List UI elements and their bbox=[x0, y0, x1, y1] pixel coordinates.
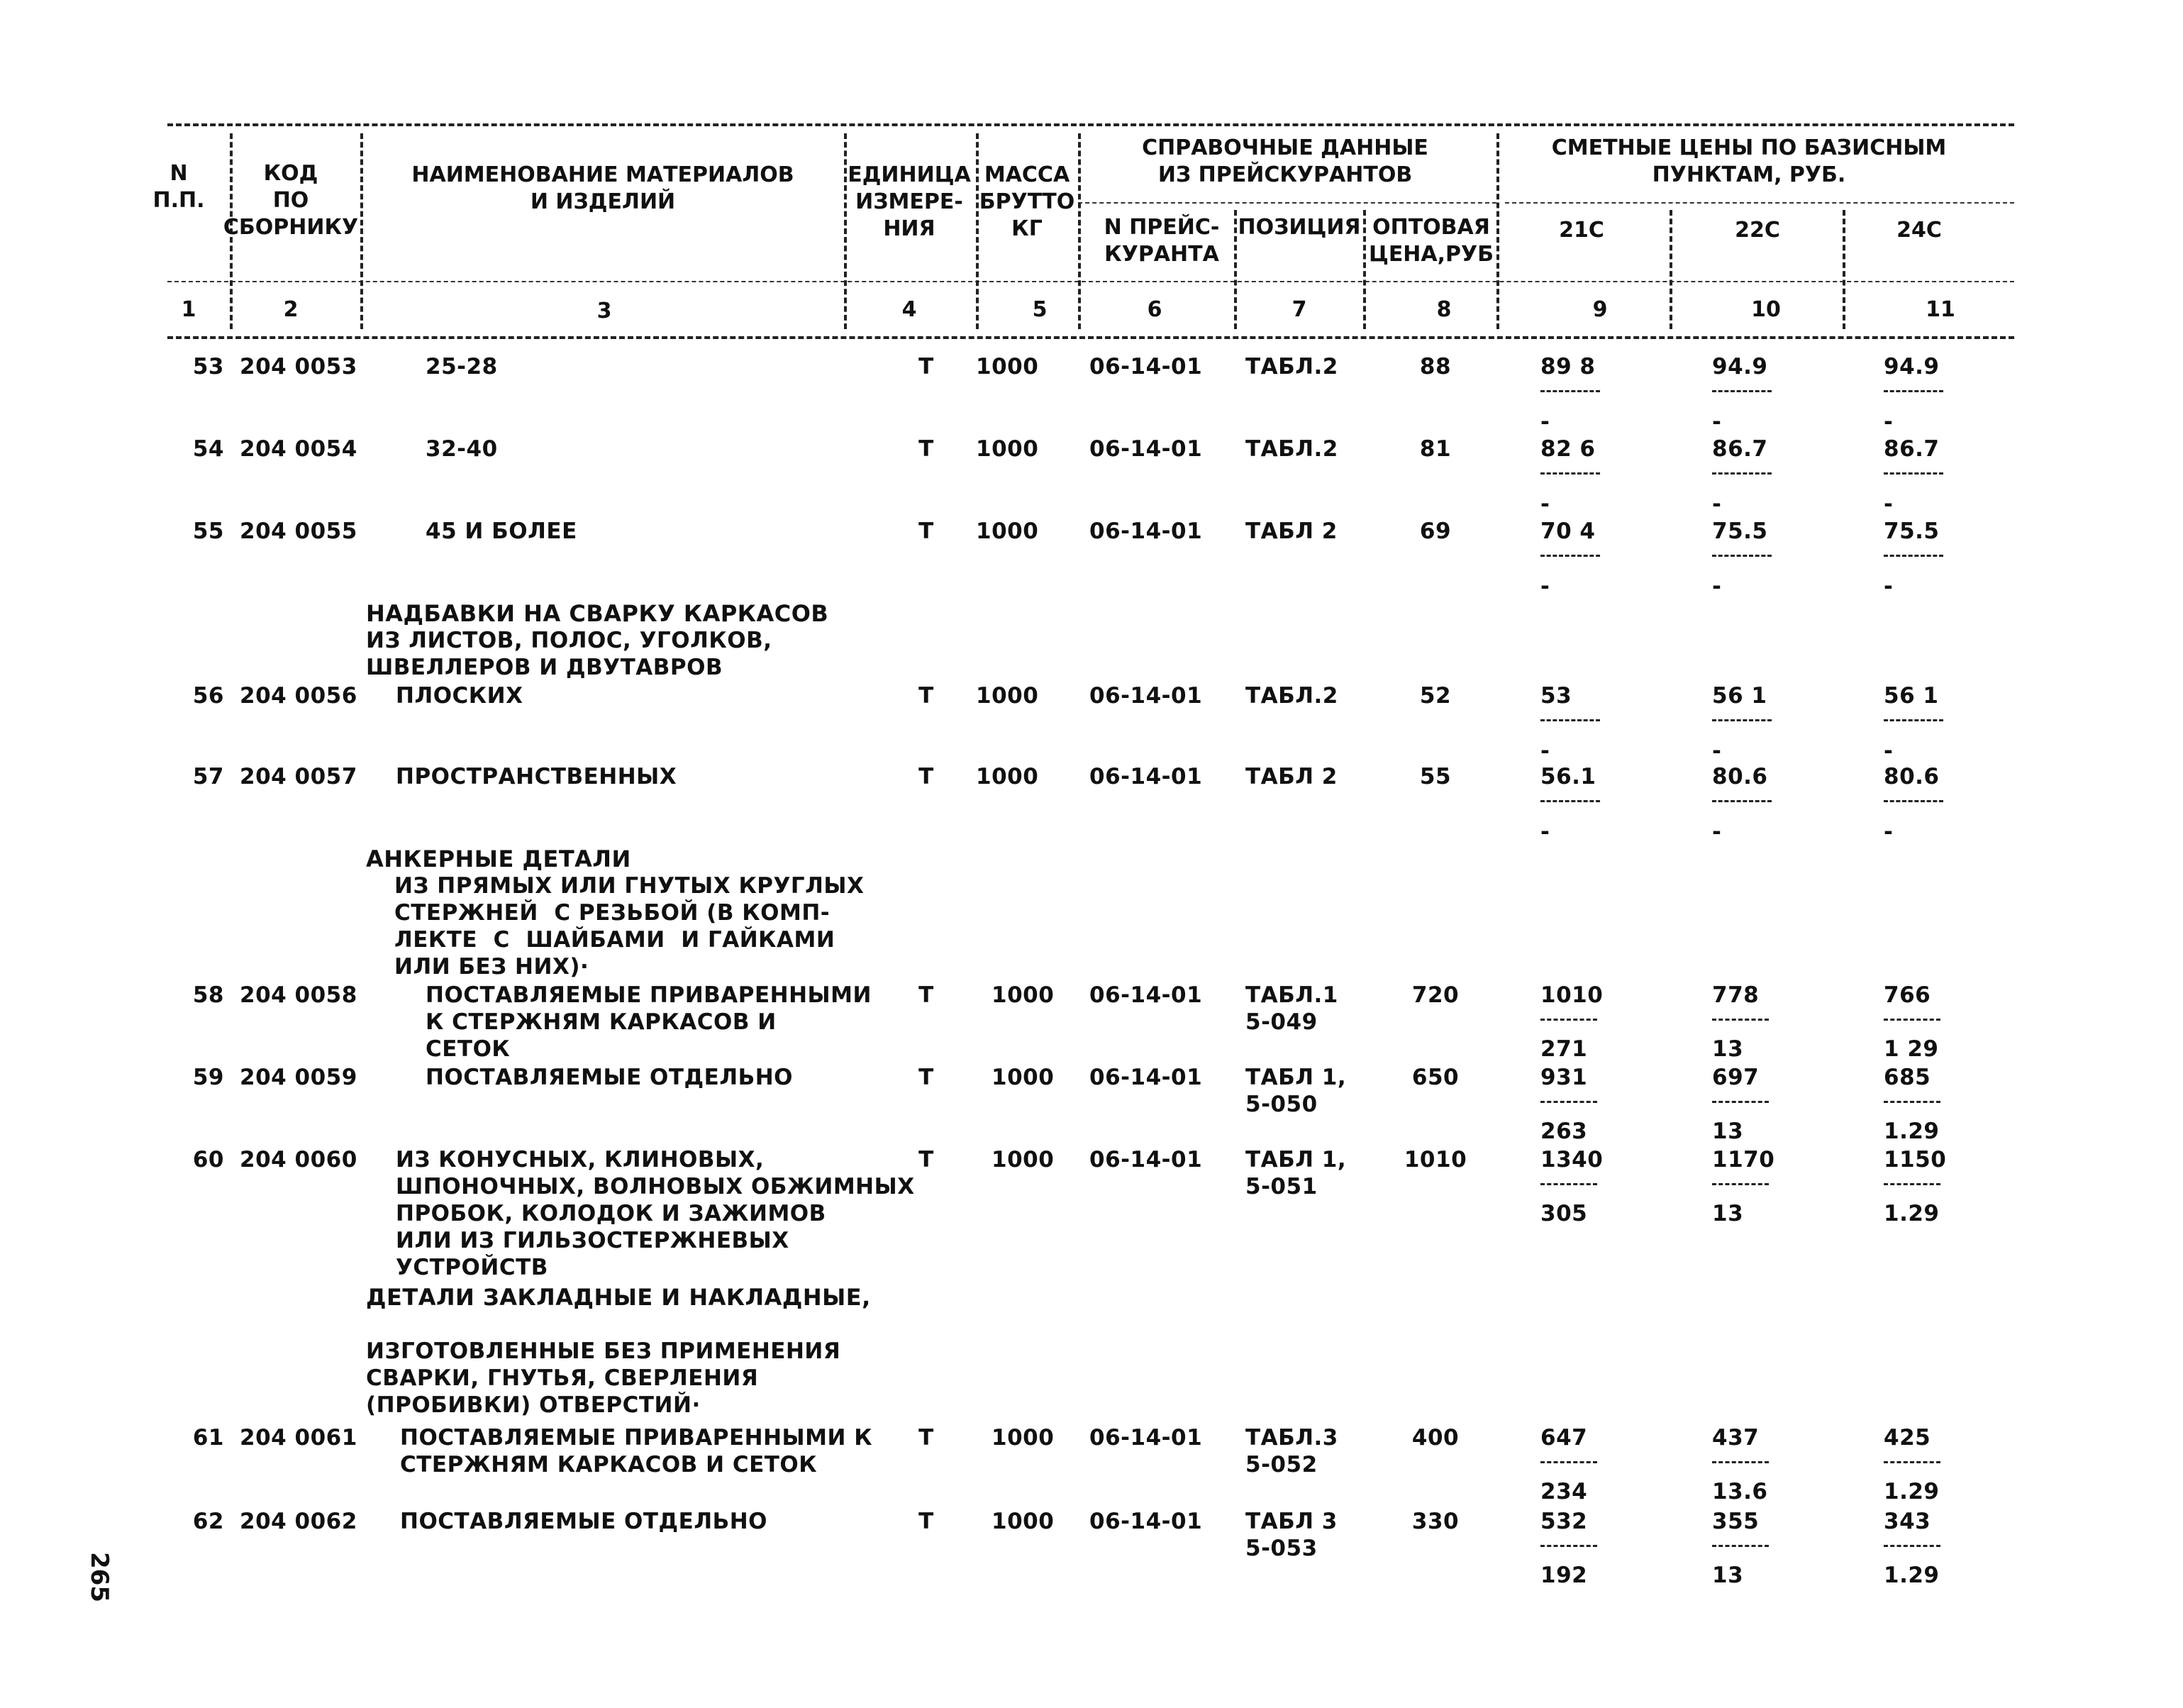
row-pricelist: 06-14-01 bbox=[1089, 436, 1203, 462]
col-sep-4 bbox=[976, 133, 979, 329]
fraction-line bbox=[1712, 472, 1772, 475]
col-number-4: 4 bbox=[901, 297, 917, 322]
row-pricelist: 06-14-01 bbox=[1089, 1065, 1203, 1090]
row-wholesale-price: 81 bbox=[1419, 436, 1452, 462]
fraction-line bbox=[1540, 555, 1600, 557]
row-position: ТАБЛ.2 bbox=[1245, 436, 1338, 462]
row-position: ТАБЛ.2 bbox=[1245, 354, 1338, 379]
fraction-line bbox=[1540, 1183, 1597, 1185]
row-lower-24c: 1.29 bbox=[1884, 1201, 1940, 1226]
fraction-line bbox=[1712, 800, 1772, 802]
fraction-line bbox=[1540, 1461, 1597, 1463]
header-price-group: СМЕТНЫЕ ЦЕНЫ ПО БАЗИСНЫМ ПУНКТАМ, РУБ. bbox=[1551, 135, 1947, 187]
row-lower-21c: 234 bbox=[1540, 1479, 1588, 1504]
col-sep-2 bbox=[360, 133, 363, 329]
row-name: 45 И БОЛЕЕ bbox=[426, 518, 577, 544]
header-ref-group: СПРАВОЧНЫЕ ДАННЫЕ ИЗ ПРЕЙСКУРАНТОВ bbox=[1142, 135, 1428, 187]
row-wholesale-price: 55 bbox=[1419, 764, 1452, 789]
row-price-22c: 94.9 bbox=[1712, 354, 1768, 379]
row-code: 204 0056 bbox=[240, 683, 357, 709]
row-price-21c: 82 6 bbox=[1540, 436, 1596, 462]
row-lower-21c: - bbox=[1540, 409, 1550, 435]
header-sub-rule-price bbox=[1505, 202, 2014, 204]
col-number-10: 10 bbox=[1751, 297, 1781, 322]
row-unit: Т bbox=[918, 1509, 934, 1534]
fraction-line bbox=[1884, 555, 1943, 557]
row-pricelist: 06-14-01 bbox=[1089, 1425, 1203, 1451]
row-pricelist: 06-14-01 bbox=[1089, 354, 1203, 379]
row-lower-21c: - bbox=[1540, 819, 1550, 845]
row-lower-22c: - bbox=[1712, 819, 1722, 845]
fraction-line bbox=[1884, 1461, 1940, 1463]
row-lower-22c: - bbox=[1712, 574, 1722, 599]
row-wholesale-price: 69 bbox=[1419, 518, 1452, 544]
section-title-welding: НАДБАВКИ НА СВАРКУ КАРКАСОВ bbox=[366, 600, 829, 627]
row-name: 32-40 bbox=[426, 436, 498, 462]
row-code: 204 0060 bbox=[240, 1147, 357, 1172]
row-code: 204 0062 bbox=[240, 1509, 357, 1534]
row-unit: Т bbox=[918, 764, 934, 789]
fraction-line bbox=[1884, 472, 1943, 475]
col-sep-8 bbox=[1496, 133, 1499, 329]
row-lower-22c: 13.6 bbox=[1712, 1479, 1768, 1504]
fraction-line bbox=[1540, 1545, 1597, 1547]
col-sep-3 bbox=[844, 133, 847, 329]
row-name: ПЛОСКИХ bbox=[396, 683, 523, 709]
row-mass: 1000 bbox=[991, 1425, 1055, 1451]
row-number: 60 bbox=[192, 1147, 224, 1172]
row-mass: 1000 bbox=[976, 436, 1039, 462]
row-position: ТАБЛ 1, 5-050 bbox=[1245, 1065, 1347, 1117]
row-price-21c: 647 bbox=[1540, 1425, 1588, 1451]
col-number-7: 7 bbox=[1292, 297, 1307, 322]
row-code: 204 0054 bbox=[240, 436, 357, 462]
row-price-22c: 355 bbox=[1712, 1509, 1760, 1534]
row-pricelist: 06-14-01 bbox=[1089, 683, 1203, 709]
fraction-line bbox=[1540, 719, 1600, 721]
section-title-anchor: АНКЕРНЫЕ ДЕТАЛИ bbox=[366, 845, 631, 872]
fraction-line bbox=[1712, 390, 1772, 392]
row-unit: Т bbox=[918, 1065, 934, 1090]
row-mass: 1000 bbox=[976, 354, 1039, 379]
fraction-line bbox=[1884, 1101, 1940, 1103]
row-lower-22c: 13 bbox=[1712, 1563, 1744, 1588]
row-unit: Т bbox=[918, 1425, 934, 1451]
row-price-21c: 53 bbox=[1540, 683, 1572, 709]
row-price-24c: 75.5 bbox=[1884, 518, 1940, 544]
page-number: 265 bbox=[85, 1552, 113, 1602]
row-lower-24c: 1.29 bbox=[1884, 1119, 1940, 1144]
row-price-21c: 931 bbox=[1540, 1065, 1588, 1090]
row-price-21c: 70 4 bbox=[1540, 518, 1596, 544]
row-name: ПОСТАВЛЯЕМЫЕ ОТДЕЛЬНО bbox=[400, 1509, 768, 1534]
fraction-line bbox=[1540, 800, 1600, 802]
fraction-line bbox=[1712, 1019, 1769, 1021]
row-lower-22c: 13 bbox=[1712, 1201, 1744, 1226]
col-number-3: 3 bbox=[596, 299, 612, 323]
row-code: 204 0057 bbox=[240, 764, 357, 789]
row-lower-24c: - bbox=[1884, 574, 1894, 599]
col-sep-9 bbox=[1670, 210, 1672, 329]
row-name: ИЗ КОНУСНЫХ, КЛИНОВЫХ, ШПОНОЧНЫХ, ВОЛНОВЫХ ОБЖИМНЫХ ПРОБОК, КОЛОДОК И ЗАЖИМОВ ИЛИ ИЗ ГИЛЬЗОСТЕРЖНЕВЫХ УСТРОЙСТВ bbox=[396, 1147, 915, 1280]
header-sub-rule-ref bbox=[1078, 202, 1496, 204]
fraction-line bbox=[1540, 390, 1600, 392]
row-code: 204 0055 bbox=[240, 518, 357, 544]
row-price-22c: 697 bbox=[1712, 1065, 1760, 1090]
row-position: ТАБЛ.1 5-049 bbox=[1245, 982, 1338, 1035]
row-wholesale-price: 650 bbox=[1411, 1065, 1460, 1090]
row-code: 204 0053 bbox=[240, 354, 357, 379]
row-price-24c: 766 bbox=[1884, 982, 1931, 1008]
row-code: 204 0058 bbox=[240, 982, 357, 1008]
row-name: 25-28 bbox=[426, 354, 498, 379]
col-number-5: 5 bbox=[1032, 297, 1048, 322]
row-name: ПОСТАВЛЯЕМЫЕ ПРИВАРЕННЫМИ К СТЕРЖНЯМ КАРКАСОВ И СЕТОК bbox=[426, 982, 872, 1062]
fraction-line bbox=[1884, 1545, 1940, 1547]
fraction-line bbox=[1884, 719, 1943, 721]
row-mass: 1000 bbox=[991, 1065, 1055, 1090]
row-mass: 1000 bbox=[976, 764, 1039, 789]
row-price-22c: 86.7 bbox=[1712, 436, 1768, 462]
row-mass: 1000 bbox=[991, 1509, 1055, 1534]
row-price-21c: 56.1 bbox=[1540, 764, 1596, 789]
row-lower-21c: - bbox=[1540, 738, 1550, 764]
row-lower-22c: 13 bbox=[1712, 1119, 1744, 1144]
row-price-24c: 94.9 bbox=[1884, 354, 1940, 379]
row-lower-21c: 271 bbox=[1540, 1036, 1588, 1062]
header-col-24c: 24С bbox=[1896, 218, 1942, 243]
section-subtitle-embedded: ИЗГОТОВЛЕННЫЕ БЕЗ ПРИМЕНЕНИЯ СВАРКИ, ГНУТЬЯ, СВЕРЛЕНИЯ (ПРОБИВКИ) ОТВЕРСТИЙ· bbox=[366, 1338, 841, 1418]
col-sep-10 bbox=[1843, 210, 1845, 329]
fraction-line bbox=[1540, 1101, 1597, 1103]
row-name: ПРОСТРАНСТВЕННЫХ bbox=[396, 764, 677, 789]
col-number-1: 1 bbox=[181, 297, 196, 322]
fraction-line bbox=[1712, 1101, 1769, 1103]
row-wholesale-price: 400 bbox=[1411, 1425, 1460, 1451]
row-pricelist: 06-14-01 bbox=[1089, 764, 1203, 789]
col-number-8: 8 bbox=[1436, 297, 1452, 322]
row-price-21c: 532 bbox=[1540, 1509, 1588, 1534]
row-lower-22c: - bbox=[1712, 738, 1722, 764]
header-col-unit: ЕДИНИЦА ИЗМЕРЕ- НИЯ bbox=[848, 162, 971, 241]
row-position: ТАБЛ 2 bbox=[1245, 764, 1338, 789]
row-price-24c: 1150 bbox=[1884, 1147, 1947, 1172]
fraction-line bbox=[1884, 800, 1943, 802]
row-unit: Т bbox=[918, 436, 934, 462]
row-number: 61 bbox=[192, 1425, 224, 1451]
row-price-24c: 343 bbox=[1884, 1509, 1931, 1534]
section-subtitle-anchor: ИЗ ПРЯМЫХ ИЛИ ГНУТЫХ КРУГЛЫХ СТЕРЖНЕЙ С РЕЗЬБОЙ (В КОМП- ЛЕКТЕ С ШАЙБАМИ И ГАЙКАМИ ИЛИ БЕЗ НИХ)· bbox=[394, 873, 865, 980]
row-code: 204 0061 bbox=[240, 1425, 357, 1451]
row-price-21c: 1340 bbox=[1540, 1147, 1604, 1172]
row-wholesale-price: 88 bbox=[1419, 354, 1452, 379]
row-mass: 1000 bbox=[976, 683, 1039, 709]
row-lower-21c: 305 bbox=[1540, 1201, 1588, 1226]
header-number-rule bbox=[167, 336, 2014, 339]
col-number-2: 2 bbox=[283, 297, 299, 322]
fraction-line bbox=[1884, 390, 1943, 392]
row-price-22c: 80.6 bbox=[1712, 764, 1768, 789]
fraction-line bbox=[1712, 1461, 1769, 1463]
row-unit: Т bbox=[918, 1147, 934, 1172]
col-number-9: 9 bbox=[1592, 297, 1608, 322]
row-name: ПОСТАВЛЯЕМЫЕ ПРИВАРЕННЫМИ К СТЕРЖНЯМ КАРКАСОВ И СЕТОК bbox=[400, 1425, 873, 1477]
row-mass: 1000 bbox=[976, 518, 1039, 544]
row-lower-22c: - bbox=[1712, 409, 1722, 435]
row-lower-21c: 192 bbox=[1540, 1563, 1588, 1588]
row-pricelist: 06-14-01 bbox=[1089, 982, 1203, 1008]
row-unit: Т bbox=[918, 354, 934, 379]
row-unit: Т bbox=[918, 518, 934, 544]
row-lower-24c: - bbox=[1884, 738, 1894, 764]
row-wholesale-price: 1010 bbox=[1404, 1147, 1467, 1172]
header-col-22c: 22С bbox=[1735, 218, 1780, 243]
row-price-22c: 75.5 bbox=[1712, 518, 1768, 544]
row-lower-21c: - bbox=[1540, 574, 1550, 599]
row-lower-22c: 13 bbox=[1712, 1036, 1744, 1062]
header-col-pricelist: N ПРЕЙС- КУРАНТА bbox=[1104, 215, 1220, 267]
row-lower-24c: - bbox=[1884, 819, 1894, 845]
fraction-line bbox=[1884, 1019, 1940, 1021]
col-number-6: 6 bbox=[1147, 297, 1162, 322]
fraction-line bbox=[1540, 472, 1600, 475]
header-col-wholesale: ОПТОВАЯ ЦЕНА,РУБ bbox=[1368, 215, 1494, 267]
header-top-rule bbox=[167, 123, 2014, 126]
row-pricelist: 06-14-01 bbox=[1089, 1509, 1203, 1534]
row-number: 58 bbox=[192, 982, 224, 1008]
row-price-24c: 425 bbox=[1884, 1425, 1931, 1451]
row-price-22c: 778 bbox=[1712, 982, 1760, 1008]
fraction-line bbox=[1712, 1545, 1769, 1547]
row-wholesale-price: 720 bbox=[1411, 982, 1460, 1008]
row-lower-21c: 263 bbox=[1540, 1119, 1588, 1144]
fraction-line bbox=[1712, 555, 1772, 557]
row-number: 56 bbox=[192, 683, 224, 709]
row-mass: 1000 bbox=[991, 1147, 1055, 1172]
section-subtitle-welding: ИЗ ЛИСТОВ, ПОЛОС, УГОЛКОВ, ШВЕЛЛЕРОВ И ДВУТАВРОВ bbox=[366, 628, 772, 680]
row-wholesale-price: 330 bbox=[1411, 1509, 1460, 1534]
row-pricelist: 06-14-01 bbox=[1089, 1147, 1203, 1172]
row-price-22c: 437 bbox=[1712, 1425, 1760, 1451]
row-position: ТАБЛ 2 bbox=[1245, 518, 1338, 544]
row-lower-24c: 1 29 bbox=[1884, 1036, 1939, 1062]
row-lower-24c: - bbox=[1884, 492, 1894, 517]
col-sep-6 bbox=[1234, 210, 1237, 329]
header-col-mass: МАССА БРУТТО КГ bbox=[979, 162, 1075, 241]
row-number: 55 bbox=[192, 518, 224, 544]
col-number-11: 11 bbox=[1926, 297, 1955, 322]
fraction-line bbox=[1712, 1183, 1769, 1185]
row-price-24c: 80.6 bbox=[1884, 764, 1940, 789]
row-price-24c: 685 bbox=[1884, 1065, 1931, 1090]
row-number: 53 bbox=[192, 354, 224, 379]
row-unit: Т bbox=[918, 683, 934, 709]
row-name: ПОСТАВЛЯЕМЫЕ ОТДЕЛЬНО bbox=[426, 1065, 794, 1090]
row-price-21c: 1010 bbox=[1540, 982, 1604, 1008]
header-bottom-rule bbox=[167, 281, 2014, 282]
row-unit: Т bbox=[918, 982, 934, 1008]
header-col-n: N П.П. bbox=[152, 161, 205, 213]
header-col-code: КОД ПО СБОРНИКУ bbox=[223, 161, 359, 240]
row-position: ТАБЛ 1, 5-051 bbox=[1245, 1147, 1347, 1199]
header-col-position: ПОЗИЦИЯ bbox=[1238, 215, 1361, 240]
row-number: 57 bbox=[192, 764, 224, 789]
section-title-embedded: ДЕТАЛИ ЗАКЛАДНЫЕ И НАКЛАДНЫЕ, bbox=[366, 1284, 871, 1311]
row-price-22c: 1170 bbox=[1712, 1147, 1775, 1172]
row-lower-21c: - bbox=[1540, 492, 1550, 517]
row-lower-24c: 1.29 bbox=[1884, 1479, 1940, 1504]
col-sep-5 bbox=[1078, 133, 1081, 329]
row-number: 62 bbox=[192, 1509, 224, 1534]
row-price-24c: 86.7 bbox=[1884, 436, 1940, 462]
row-price-22c: 56 1 bbox=[1712, 683, 1767, 709]
row-price-24c: 56 1 bbox=[1884, 683, 1939, 709]
col-sep-7 bbox=[1363, 210, 1366, 329]
row-lower-22c: - bbox=[1712, 492, 1722, 517]
row-price-21c: 89 8 bbox=[1540, 354, 1596, 379]
row-position: ТАБЛ.2 bbox=[1245, 683, 1338, 709]
fraction-line bbox=[1712, 719, 1772, 721]
fraction-line bbox=[1884, 1183, 1940, 1185]
row-mass: 1000 bbox=[991, 982, 1055, 1008]
row-wholesale-price: 52 bbox=[1419, 683, 1452, 709]
header-col-name: НАИМЕНОВАНИЕ МАТЕРИАЛОВ И ИЗДЕЛИЙ bbox=[411, 162, 794, 214]
row-lower-24c: - bbox=[1884, 409, 1894, 435]
row-number: 59 bbox=[192, 1065, 224, 1090]
fraction-line bbox=[1540, 1019, 1597, 1021]
row-number: 54 bbox=[192, 436, 224, 462]
row-position: ТАБЛ 3 5-053 bbox=[1245, 1509, 1338, 1561]
row-pricelist: 06-14-01 bbox=[1089, 518, 1203, 544]
header-col-21c: 21С bbox=[1559, 218, 1604, 243]
row-code: 204 0059 bbox=[240, 1065, 357, 1090]
row-lower-24c: 1.29 bbox=[1884, 1563, 1940, 1588]
row-position: ТАБЛ.3 5-052 bbox=[1245, 1425, 1338, 1477]
